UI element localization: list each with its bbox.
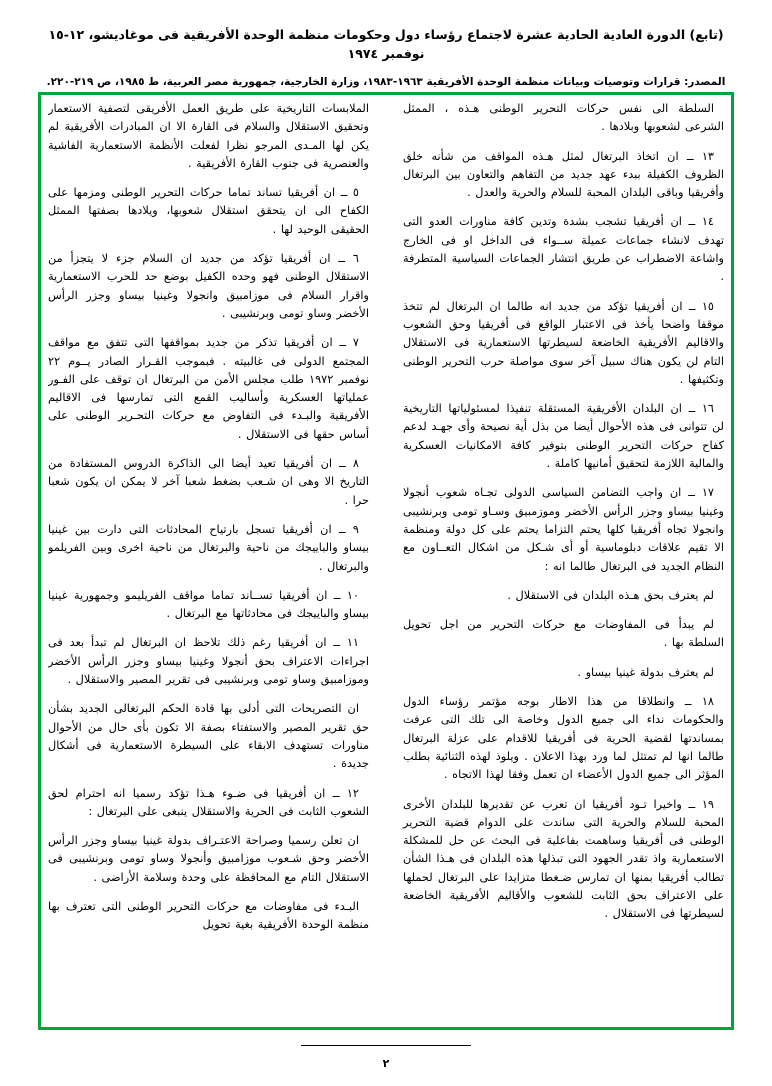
column-left [48, 100, 373, 1016]
paragraph: ١٥ ــ ان أفريقيا تؤكد من جديد انه طالما ان البرتغال لم تتخذ موقفا واضحا يأخذ فى الاعتبار الواقع فى أفريقيا وحق الشعوب والاقاليم الأفريقية الخاضعة لسيطرتها الاستعمارية فى الاستقلال التام لن يكون هناك سبيل آخر سوى مواصلة حرب التحرير الوطنى وتكثيفها . [403, 299, 724, 386]
paragraph: ٥ ــ ان أفريقيا تساند تماما حركات التحرير الوطنى ومزمها على الكفاح الى ان يتحقق استقلال شعوبها، ويلادها بصفتها الممثل الحقيقى الوحيد لها . [48, 186, 369, 236]
paragraph: لم يعترف بحق هـذه البلدان فى الاستقلال . [507, 588, 714, 602]
paragraph: السلطة الى نفس حركات التحرير الوطنى هـذه ، الممثل الشرعى لشعوبها وبلادها . [403, 102, 724, 134]
paragraph: ١٩ ــ واخيرا تـود أفريقيا ان تعرب عن تقديرها للبلدان الأخرى المحبة للسلام والحرية التى ساندت على الدوام قضية التحرير الوطنى فى أفريقيا وساهمت بفاعلية فى البحث عن حل للمشكلة الاستعمارية واذ تقدر الجهود التى تبذلها هذه البلدان فى هـذا الشأن تطالب أفريقيا بمنها ان تمارس ضـغطا متزايدا على البرتغال لحملها على الاعتراف بحق الثابت للشعوب والأقاليم الأفريقية الخاضعة لسيطرتها فى الاستقلال . [403, 797, 724, 921]
paragraph: ١٢ ــ ان أفريقيا فى ضـوء هـذا تؤكد رسميا انه احترام لحق الشعوب الثابت فى الحرية والاستقلال ينبغى على البرتغال : [48, 786, 369, 818]
paragraph: ان تعلن رسميا وصراحة الاعتـراف بدولة غينيا بيساو وجزر الرأس الأخضر وحق شـعوب موزامبيق وأنجولا وساو تومى وبرنشيبى فى الاستقلال التام مع المحافظة على وحدة وسلامة الأراضى . [48, 834, 369, 884]
paragraph: الملابسات التاريخية على طريق العمل الأفريقى لتصفية الاستعمار وتحقيق الاستقلال والسلام فى القارة الا ان المبادرات الأفريقية لم يكن لها المـدى المرجو نظرا لفعلت الأنظمة الاستعمارية الفاشية والعنصرية فى جنوب القارة الأفريقية . [48, 102, 369, 170]
paragraph: ٦ ــ ان أفريقيا تؤكد من جديد ان السلام جزء لا يتجزأ من الاستقلال الوطنى فهو وحده الكفيل بوضع حد للحرب الاستعمارية واقرار السلام فى موزامبيق وانجولا وغينيا بيساو وجزر الرأس الأخضر وساو تومى وبرنشيبى . [48, 252, 369, 320]
footer-divider [0, 1045, 772, 1047]
column-right [399, 100, 724, 1016]
paragraph: ١٨ ــ وانطلاقا من هذا الاطار بوجه مؤتمر رؤساء الدول والحكومات نداء الى جميع الدول وخاصة الى تلك التى عرفت بمساندتها لقضية الحرية فى أفريقيا للاقدام على عزلة البرتغال طالما انها لم تمتثل لما ورد بهذا الاعلان . ويلوذ لهذه الثنائية بطلب المؤثر الى جميع الدول الأعضاء ان تعمل وفقا لهذا الاتجاه . [403, 695, 724, 782]
paragraph: ١١ ــ ان أفريقيا رغم ذلك تلاحظ ان البرتغال لم تبدأ بعد فى اجراءات الاعتراف بحق أنجولا وغينيا بيساو وجزر الرأس الأخضر وموزامبيق وساو تومى وبرنشيبى فى تقرير المصير والاستقلال . [48, 636, 369, 687]
paragraph: ١٤ ــ ان أفريقيا تشجب بشدة وتدين كافة مناورات العدو التى تهدف لانشاء جماعات عميلة ســواء فى الداخل او فى الخارج واشاعة الاضطراب عن طريق انتشار الجماعات السياسية المتطرفة . [403, 215, 724, 284]
paragraph: ١٦ ــ ان البلدان الأفريقية المستقلة تنفيذا لمسئولياتها التاريخية لن تتوانى فى هذه الأحوال أيضا من بذل أية نصيحة وأى جهـد لدعم كفاح حركات التحرير الوطنى بتوفير كافة الامكانيات العسكرية والمالية اللازمة لتحقيق أمانيها كاملة . [403, 402, 724, 471]
paragraph: البـدء فى مفاوضات مع حركات التحرير الوطنى التى تعترف بها منظمة الوحدة الأفريقية بغية تحويل [48, 899, 369, 932]
paragraph: ١٠ ــ ان أفريقيا تســاند تماما مواقف الفريليمو وجمهورية غينيا بيساو والباييجك فى محادثاتها مع البرتغال . [48, 588, 369, 621]
paragraph: ٨ ــ ان أفريقيا تعيد أيضا الى الذاكرة الدروس المستفادة من التاريخ الا وهى ان شـعب بضغط شعبا آخر لا يمكن ان يكون شعبا حرا . [48, 457, 369, 507]
paragraph: ان التصريحات التى أدلى بها قادة الحكم البرتغالى الجديد بشأن حق تقرير المصير والاستفتاء بصفة الا تكون بأى حال من الأحوال مناورات تستهدف الابقاء على السيطرة الاستعمارية فى أشكال جديدة . [48, 702, 369, 771]
document-title: (تابع) الدورة العادية الحادية عشرة لاجتماع رؤساء دول وحكومات منظمة الوحدة الأفريقية فى موغاديشو، ١٢-١٥ نوفمبر ١٩٧٤ [48, 27, 724, 61]
paragraph: لم يعترف بدولة غينيا بيساو . [577, 665, 714, 679]
document-source-line: المصدر: قرارات وتوصيات وبيانات منظمة الوحدة الأفريقية ١٩٦٣-١٩٨٣، وزارة الخارجية، جمهورية مصر العربية، ط ١٩٨٥، ص ٢١٩-٢٢٠. [46, 75, 726, 88]
paragraph: لم يبدأ فى المفاوضات مع حركات التحرير من اجل تحويل السلطة بها . [403, 618, 724, 650]
document-header [0, 0, 772, 90]
paragraph: ١٣ ــ ان اتخاذ البرتغال لمثل هـذه المواقف من شأنه خلق الظروف الكفيلة ببدء عهد جديد من التفاهم والتعاون بين البرتغال وأفريقيا وباقى البلدان المحبة للسلام والحرية والعدل . [403, 149, 724, 200]
paragraph: ٧ ــ ان أفريقيا تذكر من جديد بمواقفها التى تتفق مع مواقف المجتمع الدولى فى غالبيته . فبموجب القـرار الصادر يــوم ٢٢ نوفمبر ١٩٧٢ طلب مجلس الأمن من البرتغال ان توقف على الفـور عملياتها العسكرية وأساليب القمع التى تمارسها فى الاقاليم الأفريقية والبـدء فى التفاوض مع حركات التحـرير الوطنى على أساس حقها فى الاستقلال . [48, 336, 370, 441]
body-columns [48, 100, 724, 1016]
page-number: ٢ [382, 1057, 390, 1070]
paragraph: ٩ ــ ان أفريقيا تسجل بارتياح المحادثات التى دارت بين غينيا بيساو والباييجك من ناحية والبرتغال من ناحية اخرى وبين الفريلمو والبرتغال . [48, 522, 369, 573]
paragraph: ١٧ ــ ان واجب التضامن السياسى الدولى تجـاه شعوب أنجولا وغينيا بيساو وجزر الرأس الأخضر وموزمبيق وسـاو تومى وبرنشيبى وانجولا تجاه أفريقيا كلها يحتم التزاما يحتم على كل دولة ومنظمة الا تقيم علاقات دبلوماسية أو أى شـكل من اشكال التعــاون مع النظام الجديد فى البرتغال طالما انه : [403, 486, 724, 573]
